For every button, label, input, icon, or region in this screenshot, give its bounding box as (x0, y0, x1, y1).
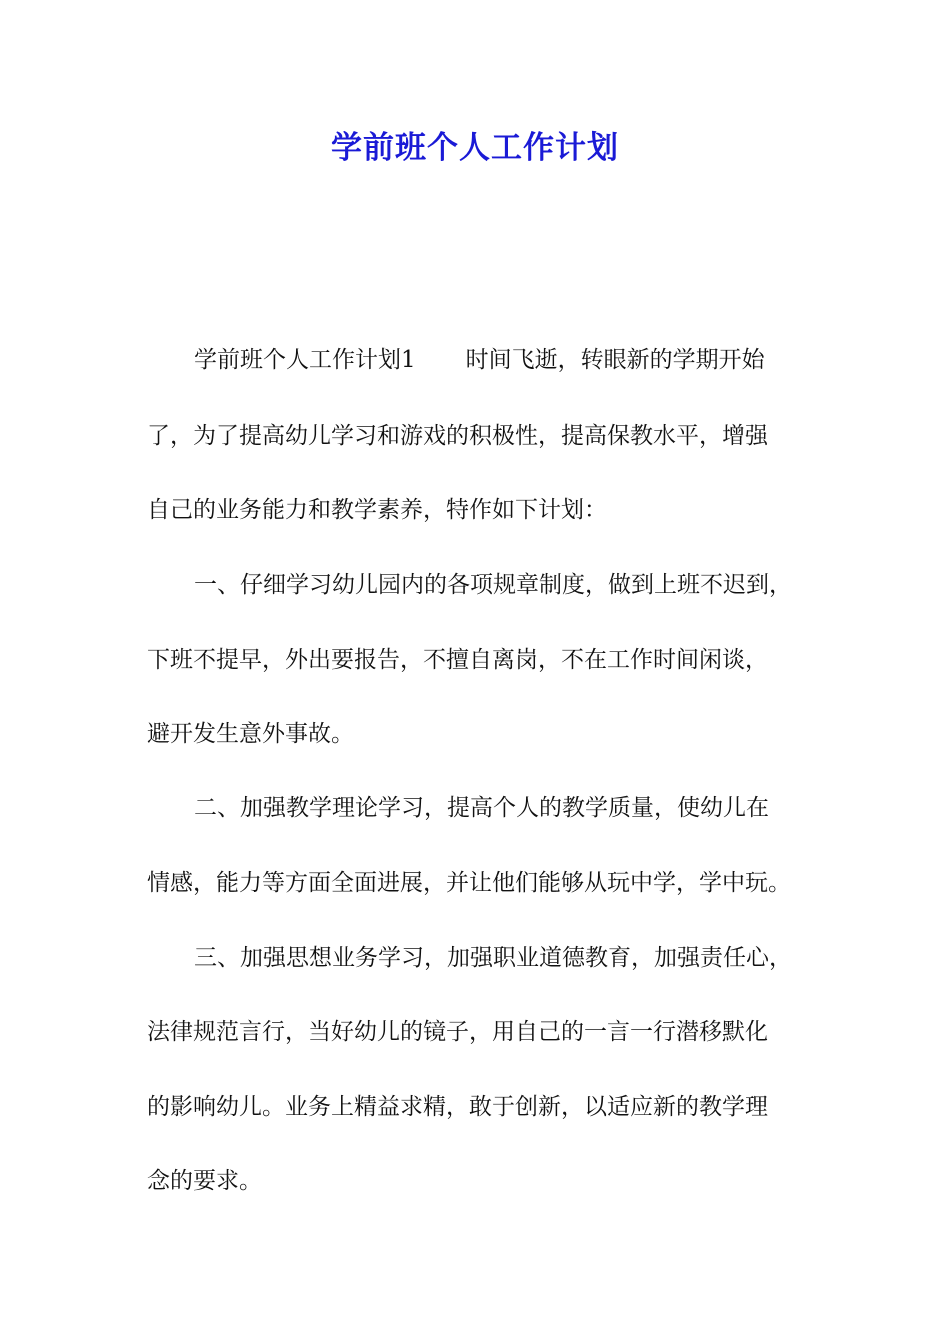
paragraph-line: 下班不提早，外出要报告，不擅自离岗，不在工作时间闲谈， (147, 647, 768, 673)
paragraph-line: 自己的业务能力和教学素养，特作如下计划： (147, 497, 607, 523)
paragraph-line: 二、加强教学理论学习，提高个人的教学质量，使幼儿在 (194, 795, 769, 821)
paragraph-line: 念的要求。 (147, 1168, 262, 1194)
document-title: 学前班个人工作计划 (331, 130, 619, 166)
paragraph-line: 避开发生意外事故。 (147, 721, 354, 747)
paragraph-line: 了，为了提高幼儿学习和游戏的积极性，提高保教水平，增强 (147, 423, 768, 449)
section-heading: 学前班个人工作计划1 (194, 347, 416, 373)
paragraph-line (194, 345, 874, 375)
paragraph-line: 三、加强思想业务学习，加强职业道德教育，加强责任心， (194, 945, 792, 971)
paragraph-line: 的影响幼儿。业务上精益求精，敢于创新，以适应新的教学理 (147, 1094, 768, 1120)
paragraph-line: 法律规范言行，当好幼儿的镜子，用自己的一言一行潜移默化 (147, 1019, 768, 1045)
paragraph-line: 情感，能力等方面全面进展，并让他们能够从玩中学，学中玩。 (147, 870, 791, 896)
paragraph-text: 时间飞逝，转眼新的学期开始 (465, 347, 765, 373)
paragraph-line: 一、仔细学习幼儿园内的各项规章制度，做到上班不迟到， (194, 572, 792, 598)
